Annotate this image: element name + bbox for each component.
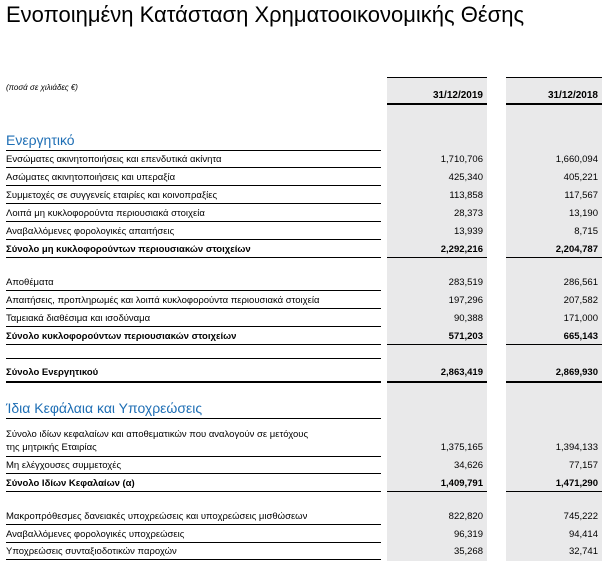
row-rule: [6, 473, 381, 474]
row-label: Υποχρεώσεις συνταξιοδοτικών παροχών: [6, 546, 177, 557]
section-rule: [6, 150, 381, 151]
value-2019: 34,626: [453, 460, 483, 471]
row-label: Μακροπρόθεσμες δανειακές υποχρεώσεις και υποχρεώσεις μισθώσεων: [6, 511, 308, 522]
value-rule-2018: [506, 344, 602, 345]
row-rule: [6, 456, 381, 457]
value-2019: 283,519: [448, 277, 483, 288]
row-label: Ταμειακά διαθέσιμα και ισοδύναμα: [6, 313, 151, 324]
row-label: Απαιτήσεις, προπληρωμές και λοιπά κυκλοφορούντα περιουσιακά στοιχεία: [6, 295, 320, 306]
value-2018: 405,221: [563, 172, 598, 183]
value-2018: 286,561: [563, 277, 598, 288]
row-label: Λοιπά μη κυκλοφορούντα περιουσιακά στοιχεία: [6, 208, 205, 219]
value-rule-2018: [506, 491, 602, 492]
row-rule: [6, 308, 381, 309]
value-2018: 745,222: [563, 511, 598, 522]
row-label: Ασώματες ακινητοποιήσεις και υπεραξία: [6, 172, 176, 183]
total-rule-2019: [387, 381, 487, 383]
value-2019: 1,409,791: [440, 478, 483, 489]
row-rule: [6, 542, 381, 543]
row-rule: [6, 239, 381, 240]
row-rule: [6, 559, 381, 560]
value-2019: 113,858: [449, 190, 483, 201]
value-2019: 1,375,165: [440, 442, 483, 453]
value-2019: 1,710,706: [440, 154, 483, 165]
section-heading-equity-liabilities: Ίδια Κεφάλαια και Υποχρεώσεις: [6, 400, 203, 416]
value-2019: 90,388: [453, 313, 483, 324]
value-2019: 28,373: [453, 208, 483, 219]
value-2018: 1,394,133: [555, 442, 598, 453]
value-rule-2018: [506, 257, 602, 258]
row-label: Σύνολο μη κυκλοφορούντων περιουσιακών στοιχείων: [6, 244, 251, 255]
value-2018: 94,414: [568, 529, 598, 540]
row-label: Αναβαλλόμενες φορολογικές υποχρεώσεις: [6, 529, 185, 540]
row-rule: [6, 203, 381, 204]
value-2019: 425,340: [448, 172, 483, 183]
row-label: Μη ελέγχουσες συμμετοχές: [6, 460, 122, 471]
value-2019: 2,292,216: [440, 244, 483, 255]
row-rule: [6, 491, 381, 492]
page-title: Ενοποιημένη Κατάσταση Χρηματοοικονομικής Θέσης: [6, 2, 525, 27]
row-label: Σύνολο Ιδίων Κεφαλαίων (α): [6, 478, 135, 489]
row-rule: [6, 326, 381, 327]
value-2019: 13,939: [453, 226, 483, 237]
table-row: [6, 429, 602, 457]
value-2018: 8,715: [574, 226, 598, 237]
column-header-2018: 31/12/2018: [547, 90, 598, 101]
column-header-2019: 31/12/2019: [432, 90, 483, 101]
value-2018: 1,471,290: [555, 478, 598, 489]
value-2018: 13,190: [568, 208, 598, 219]
row-rule: [6, 185, 381, 186]
row-label-continued: της μητρικής Εταιρίας: [6, 442, 97, 453]
value-2018: 117,567: [564, 190, 598, 201]
value-2019: 35,268: [453, 546, 483, 557]
total-rule: [6, 381, 381, 383]
value-rule-2019: [387, 491, 487, 492]
value-2018: 77,157: [568, 460, 598, 471]
row-rule: [6, 221, 381, 222]
value-2018: 32,741: [568, 546, 598, 557]
row-rule: [6, 524, 381, 525]
value-2019: 197,296: [448, 295, 483, 306]
value-2018: 2,869,930: [555, 367, 598, 378]
row-rule: [6, 257, 381, 258]
row-label: Ενσώματες ακινητοποιήσεις και επενδυτικά ακίνητα: [6, 154, 222, 165]
value-2018: 207,582: [563, 295, 598, 306]
total-rule-2018: [506, 381, 602, 383]
value-rule-2019: [387, 257, 487, 258]
value-2018: 2,204,787: [555, 244, 598, 255]
row-rule: [6, 167, 381, 168]
value-2018: 1,660,094: [555, 154, 598, 165]
value-2019: 571,203: [448, 331, 483, 342]
value-2019: 2,863,419: [440, 367, 483, 378]
row-label: Σύνολο ιδίων κεφαλαίων και αποθεματικών που αναλογούν σε μετόχους: [6, 429, 309, 440]
row-rule: [6, 358, 381, 359]
row-label: Σύνολο κυκλοφορούντων περιουσιακών στοιχείων: [6, 331, 237, 342]
section-rule: [6, 418, 381, 419]
value-2018: 665,143: [563, 331, 598, 342]
value-2019: 96,319: [453, 529, 483, 540]
value-rule-2019: [387, 344, 487, 345]
value-2019: 822,820: [448, 511, 483, 522]
header-rule-2018: [506, 103, 602, 105]
header-rule-2019: [387, 103, 487, 105]
value-2018: 171,000: [563, 313, 598, 324]
row-rule: [6, 344, 381, 345]
unit-note: (ποσά σε χιλιάδες €): [6, 83, 78, 92]
row-label: Σύνολο Ενεργητικού: [6, 367, 99, 378]
row-label: Συμμετοχές σε συγγενείς εταιρίες και κοινοπραξίες: [6, 190, 218, 201]
row-rule: [6, 290, 381, 291]
row-label: Αναβαλλόμενες φορολογικές απαιτήσεις: [6, 226, 175, 237]
column-top-rule-2019: [387, 77, 487, 78]
row-label: Αποθέματα: [6, 277, 54, 288]
column-top-rule-2018: [506, 77, 602, 78]
section-heading-assets: Ενεργητικό: [6, 132, 75, 148]
